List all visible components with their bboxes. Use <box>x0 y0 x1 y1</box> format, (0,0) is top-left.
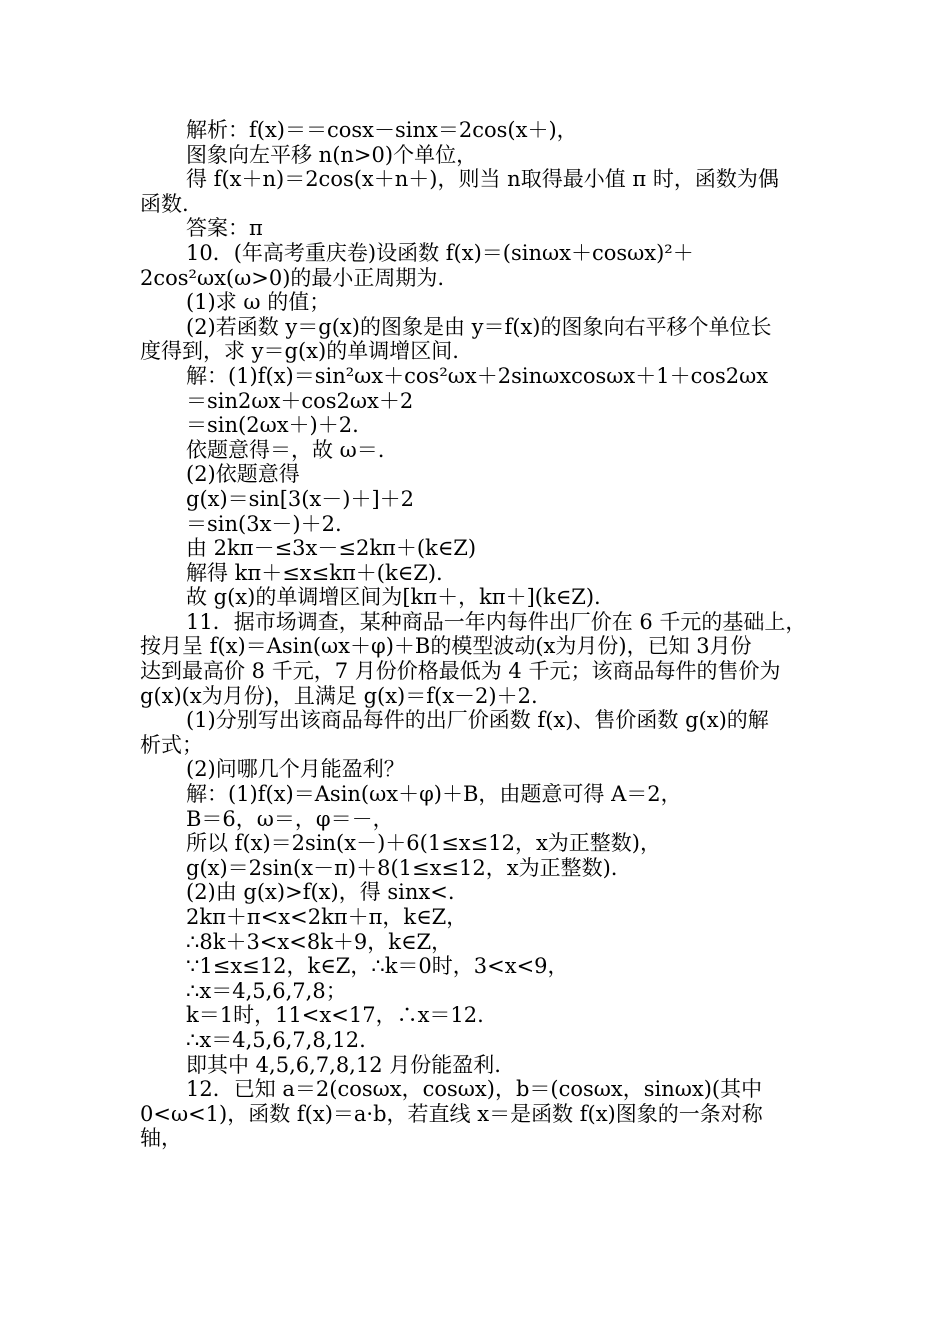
text-line: ∴x＝4,5,6,7,8； <box>186 978 347 1003</box>
text-line: g(x)＝sin[3(x－)＋]＋2 <box>186 486 415 511</box>
text-line: 轴， <box>140 1126 182 1151</box>
text-line: 解：(1)f(x)＝Asin(ωx＋φ)＋B，由题意可得 A＝2， <box>186 782 682 807</box>
text-line: 按月呈 f(x)＝Asin(ωx＋φ)＋B的模型波动(x为月份)，已知 3月份 <box>140 634 752 659</box>
text-line: 解：(1)f(x)＝sin²ωx＋cos²ωx＋2sinωxcosωx＋1＋cos2ωx <box>186 363 769 388</box>
text-line: 达到最高价 8 千元，7 月份价格最低为 4 千元；该商品每件的售价为 <box>140 659 781 684</box>
text-line: 2cos²ωx(ω>0)的最小正周期为. <box>140 265 445 290</box>
text-line: 即其中 4,5,6,7,8,12 月份能盈利. <box>186 1052 501 1077</box>
text-line: ＝sin2ωx＋cos2ωx＋2 <box>186 388 414 413</box>
text-line: (1)求 ω 的值； <box>186 290 331 315</box>
text-line: 图象向左平移 n(n>0)个单位， <box>186 142 478 167</box>
text-line: (1)分别写出该商品每件的出厂价函数 f(x)、售价函数 g(x)的解 <box>186 708 769 733</box>
text-line: 11．据市场调查，某种商品一年内每件出厂价在 6 千元的基础上， <box>186 609 807 634</box>
text-line: ＝sin(2ωx＋)＋2. <box>186 413 359 438</box>
text-line: 函数. <box>140 191 189 216</box>
text-line: 得 f(x＋n)＝2cos(x＋n＋)，则当 n取得最小值 π 时，函数为偶 <box>186 167 779 192</box>
text-line: k＝1时，11<x<17，∴x＝12. <box>186 1003 484 1028</box>
text-line: 10．(年高考重庆卷)设函数 f(x)＝(sinωx＋cosωx)²＋ <box>186 240 694 265</box>
text-line: ＝sin(3x－)＋2. <box>186 511 342 536</box>
text-line: ∴8k＋3<x<8k＋9，k∈Z， <box>186 929 453 954</box>
text-line: 解析：f(x)＝＝cosx－sinx＝2cos(x＋)， <box>186 118 578 142</box>
text-line: 度得到，求 y＝g(x)的单调增区间. <box>140 339 459 364</box>
text-line: ∵1≤x≤12，k∈Z，∴k＝0时，3<x<9， <box>186 954 569 979</box>
text-line: (2)问哪几个月能盈利？ <box>186 757 405 782</box>
text-line: 解得 kπ＋≤x≤kπ＋(k∈Z). <box>186 560 443 585</box>
text-line: 2kπ＋π<x<2kπ＋π，k∈Z， <box>186 905 468 929</box>
text-line: 答案：π <box>186 216 263 241</box>
text-line: (2)由 g(x)>f(x)，得 sinx<. <box>186 880 455 905</box>
text-line: 析式； <box>140 732 203 757</box>
text-line: g(x)(x为月份)，且满足 g(x)＝f(x－2)＋2. <box>140 683 538 708</box>
text-line: 由 2kπ－≤3x－≤2kπ＋(k∈Z) <box>186 536 477 561</box>
text-line: 所以 f(x)＝2sin(x－)＋6(1≤x≤12，x为正整数)， <box>186 831 661 856</box>
text-line: 0<ω<1)，函数 f(x)＝a·b，若直线 x＝是函数 f(x)图象的一条对称 <box>140 1101 763 1126</box>
text-line: (2)依题意得 <box>186 462 300 487</box>
text-line: 依题意得＝，故 ω＝. <box>186 437 385 462</box>
text-line: ∴x＝4,5,6,7,8,12. <box>186 1027 366 1052</box>
text-line: 12．已知 a＝2(cosωx，cosωx)，b＝(cosωx，sinωx)(其中 <box>186 1077 763 1102</box>
text-line: (2)若函数 y＝g(x)的图象是由 y＝f(x)的图象向右平移个单位长 <box>186 314 772 339</box>
text-line: g(x)＝2sin(x－π)＋8(1≤x≤12，x为正整数). <box>186 855 618 880</box>
text-line: 故 g(x)的单调增区间为[kπ＋，kπ＋](k∈Z). <box>186 585 601 610</box>
text-line: B＝6，ω＝，φ＝－， <box>186 806 394 831</box>
